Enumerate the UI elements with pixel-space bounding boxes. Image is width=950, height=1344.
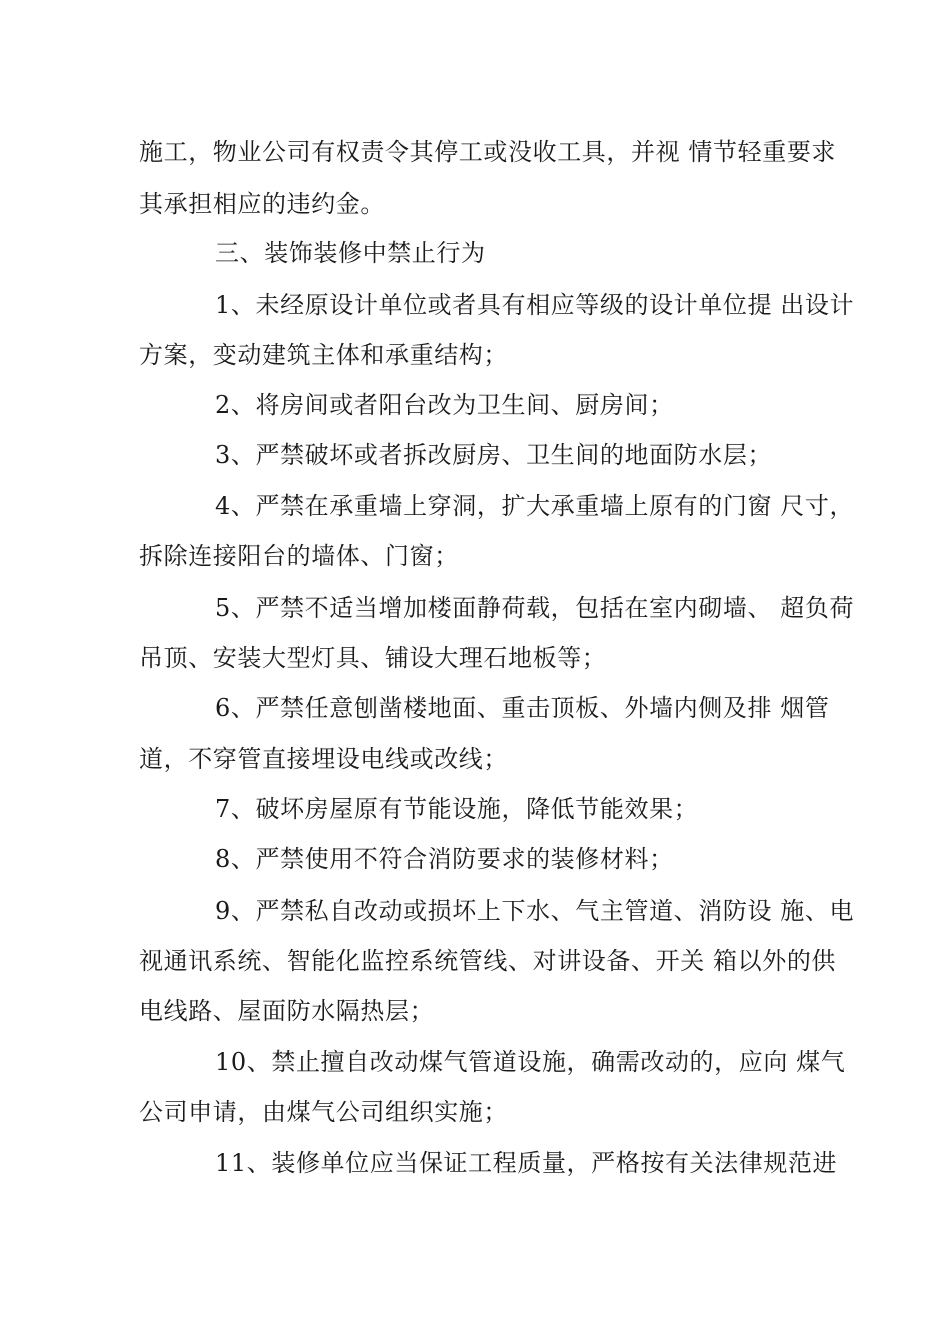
text-line: 吊顶、安装大型灯具、铺设大理石地板等； (139, 644, 607, 672)
text-line: 其承担相应的违约金。 (139, 190, 385, 218)
text-line: 6、严禁任意刨凿楼地面、重击顶板、外墙内侧及排 烟管 (215, 694, 830, 722)
text-line: 5、严禁不适当增加楼面静荷载，包括在室内砌墙、 超负荷 (215, 594, 855, 622)
text-line: 电线路、屋面防水隔热层； (139, 997, 435, 1025)
text-line: 施工，物业公司有权责令其停工或没收工具，并视 情节轻重要求 (139, 138, 837, 166)
text-line: 8、严禁使用不符合消防要求的装修材料； (215, 845, 674, 873)
section-heading: 三、装饰装修中禁止行为 (215, 239, 486, 267)
text-line: 拆除连接阳台的墙体、门窗； (139, 542, 459, 570)
text-line: 道，不穿管直接埋设电线或改线； (139, 745, 508, 773)
text-line: 方案，变动建筑主体和承重结构； (139, 341, 508, 369)
text-line: 1、未经原设计单位或者具有相应等级的设计单位提 出设计 (215, 291, 855, 319)
text-line: 公司申请，由煤气公司组织实施； (139, 1098, 508, 1126)
text-line: 2、将房间或者阳台改为卫生间、厨房间； (215, 391, 674, 419)
text-line: 10、禁止擅自改动煤气管道设施，确需改动的，应向 煤气 (215, 1048, 846, 1076)
text-line: 9、严禁私自改动或损坏上下水、气主管道、消防设 施、电 (215, 897, 855, 925)
text-line: 视通讯系统、智能化监控系统管线、对讲设备、开关 箱以外的供 (139, 947, 837, 975)
text-line: 3、严禁破坏或者拆改厨房、卫生间的地面防水层； (215, 441, 773, 469)
text-line: 7、破坏房屋原有节能设施，降低节能效果； (215, 795, 699, 823)
text-line: 11、装修单位应当保证工程质量，严格按有关法律规范进 (215, 1149, 838, 1177)
text-line: 4、严禁在承重墙上穿洞，扩大承重墙上原有的门窗 尺寸， (215, 492, 855, 520)
